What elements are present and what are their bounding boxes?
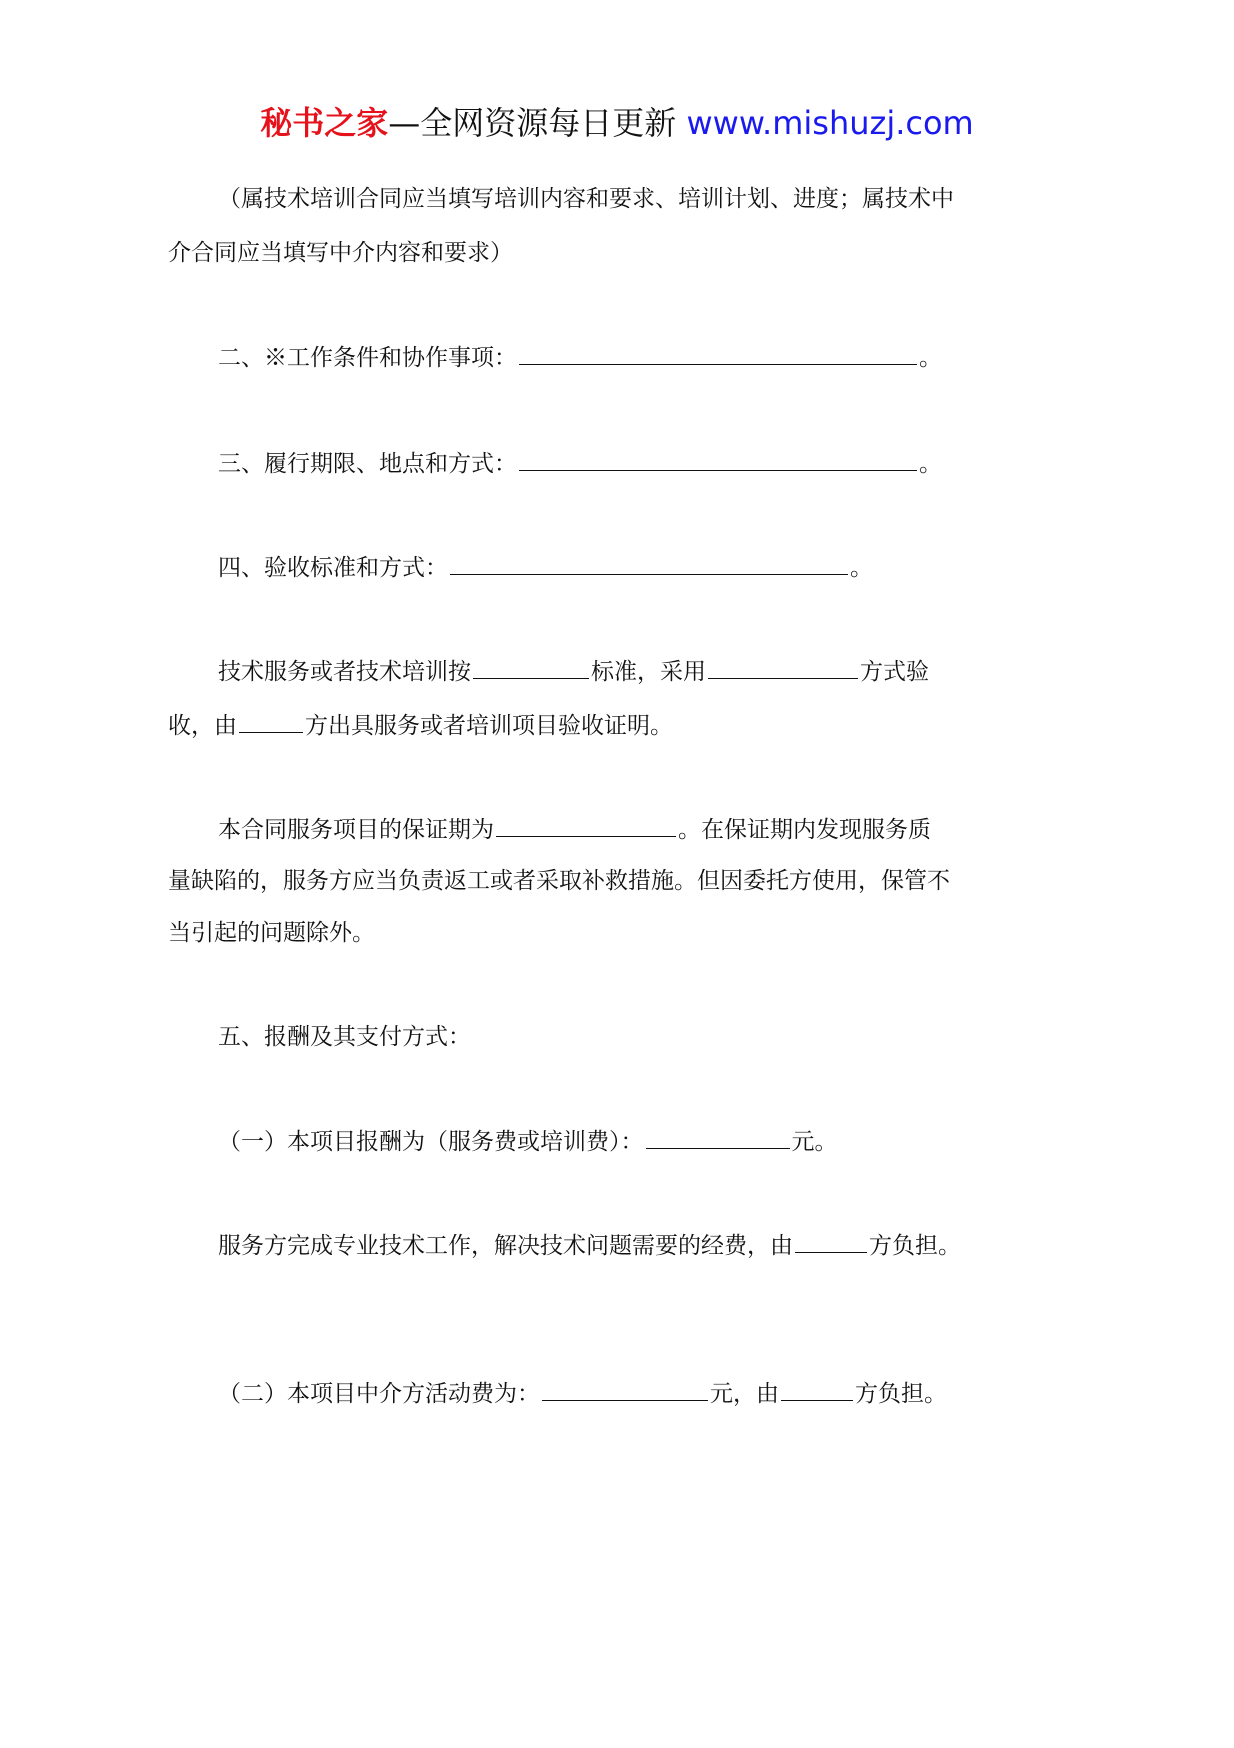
expense-text: 服务方完成专业技术工作，解决技术问题需要的经费，由 [218,1233,793,1259]
fee-2-row [218,1378,947,1409]
section-4-end: 。 [850,555,873,581]
fee-1-amount-blank[interactable] [646,1126,790,1149]
section-2-end: 。 [919,345,942,371]
fee-1-text: （一）本项目报酬为（服务费或培训费）： [218,1129,644,1155]
section-2-blank[interactable] [519,342,917,365]
section-3-end: 。 [919,451,942,477]
acceptance-line-2 [168,710,673,741]
brand-name: 秘书之家 [260,104,389,142]
site-link[interactable]: www.mishuzj.com [686,104,974,142]
acceptance-text-4: 收，由 [168,713,237,739]
warranty-text-1: 本合同服务项目的保证期为 [218,817,494,843]
section-3-blank[interactable] [519,448,917,471]
fee-2-amount-blank[interactable] [542,1378,708,1401]
acceptance-party-blank[interactable] [239,710,303,733]
site-header [0,98,1234,144]
section-2-label: 二、※工作条件和协作事项： [218,345,517,371]
expense-row [218,1230,961,1261]
acceptance-text-5: 方出具服务或者培训项目验收证明。 [305,713,673,739]
acceptance-text-1: 技术服务或者技术培训按 [218,659,471,685]
expense-party-blank[interactable] [795,1230,867,1253]
header-tagline: 全网资源每日更新 [420,104,677,142]
section-3-row [218,448,942,479]
acceptance-standard-blank[interactable] [473,656,589,679]
fee-1-row [218,1126,838,1157]
fee-2-text-2: 元，由 [710,1381,779,1407]
warranty-line-1 [218,814,931,845]
warranty-line-3: 当引起的问题除外。 [168,920,375,946]
section-4-blank[interactable] [450,552,848,575]
fee-2-text: （二）本项目中介方活动费为： [218,1381,540,1407]
acceptance-method-blank[interactable] [708,656,858,679]
note-line-2: 介合同应当填写中介内容和要求） [168,240,513,266]
expense-text-end: 方负担。 [869,1233,961,1259]
fee-2-text-3: 方负担。 [855,1381,947,1407]
note-line-1: （属技术培训合同应当填写培训内容和要求、培训计划、进度；属技术中 [218,186,954,212]
section-4-label: 四、验收标准和方式： [218,555,448,581]
section-5-label: 五、报酬及其支付方式： [218,1024,471,1050]
fee-2-party-blank[interactable] [781,1378,853,1401]
header-dash: — [388,104,421,142]
section-2-row [218,342,942,373]
acceptance-text-3: 方式验 [860,659,929,685]
warranty-text-2: 。在保证期内发现服务质 [678,817,931,843]
warranty-line-2: 量缺陷的，服务方应当负责返工或者采取补救措施。但因委托方使用，保管不 [168,868,950,894]
acceptance-line-1 [218,656,929,687]
section-3-label: 三、履行期限、地点和方式： [218,451,517,477]
fee-1-unit: 元。 [791,1129,838,1155]
acceptance-text-2: 标准，采用 [591,659,706,685]
section-4-row [218,552,873,583]
warranty-period-blank[interactable] [496,814,676,837]
